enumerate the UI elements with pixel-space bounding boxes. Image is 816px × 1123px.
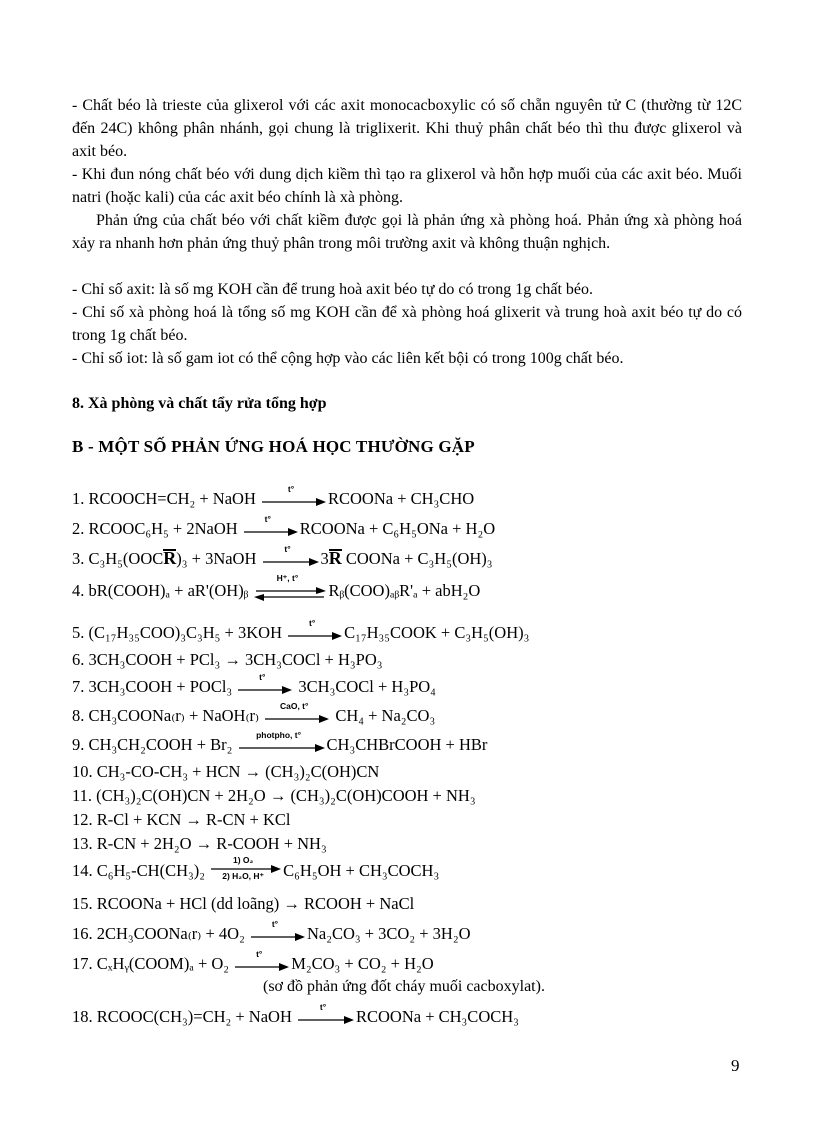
- reaction-7: 7. 3CH₃COOH + POCl₃ t° 3CH₃COCl + H₃PO₄: [72, 675, 436, 699]
- reaction-arrow: t°: [235, 955, 289, 975]
- paragraph-saponification-products: - Khi đun nóng chất béo với dung dịch kiềm thì tạo ra glixerol và hỗn hợp muối của các axit béo. Muối natri (hoặc kali) của các axit béo chính là xà phòng.: [72, 166, 742, 206]
- reaction-11: 11. (CH₃)₂C(OH)CN + 2H₂O → (CH₃)₂C(OH)COOH + NH₃: [72, 786, 476, 805]
- reaction-17-note: (sơ đồ phản ứng đốt cháy muối cacboxylat).: [263, 978, 545, 995]
- r-bar-symbol: R: [328, 548, 342, 568]
- reaction-8: 8. CH₃COONa₍r₎ + NaOH₍r₎ CaO, t° CH₄ + Na₂CO₃: [72, 704, 435, 728]
- paragraph-chat-beo-definition: - Chất béo là trieste của glixerol với các axit monocacboxylic có số chẵn nguyên tử C (thường từ 12C đến 24C) không phân nhánh, gọi chung là triglixerit. Khi thuỷ phân chất béo thì thu được glixerol và axit béo.: [72, 97, 742, 160]
- reaction-arrow: photpho, t°: [239, 736, 325, 756]
- reaction-arrow: CaO, t°: [265, 707, 329, 727]
- reaction-1: 1. RCOOCH=CH₂ + NaOH t° RCOONa + CH₃CHO: [72, 487, 474, 511]
- reaction-5: 5. (C₁₇H₃₅COO)₃C₃H₅ + 3KOH t° C₁₇H₃₅COOK + C₃H₅(OH)₃: [72, 621, 529, 645]
- reaction-3: 3. C₃H₅(OOC R)₃ + 3NaOH t° 3 R COONa + C₃H₅(OH)₃: [72, 546, 493, 571]
- paragraph-iodine-value: - Chỉ số iot: là số gam iot có thể cộng hợp vào các liên kết bội có trong 100g chất béo.: [72, 350, 624, 367]
- reaction-arrow: t°: [238, 678, 292, 698]
- reaction-13: 13. R-CN + 2H₂O → R-COOH + NH₃: [72, 834, 327, 853]
- reaction-18: 18. RCOOC(CH₃)=CH₂ + NaOH t° RCOONa + CH₃COCH₃: [72, 1005, 519, 1029]
- reaction-9: 9. CH₃CH₂COOH + Br₂ photpho, t° CH₃CHBrCOOH + HBr: [72, 733, 487, 757]
- reaction-15: 15. RCOONa + HCl (dd loãng) → RCOOH + NaCl: [72, 894, 415, 913]
- page-number: 9: [731, 1056, 740, 1075]
- reaction-arrow: t°: [251, 925, 305, 945]
- equilibrium-arrow: H⁺, t°: [254, 580, 326, 604]
- reaction-arrow: 1) O₂ 2) H₂O, H⁺: [211, 858, 281, 886]
- reaction-6: 6. 3CH₃COOH + PCl₃ → 3CH₃COCl + H₃PO₃: [72, 650, 383, 669]
- paragraph-acid-value: - Chỉ số axit: là số mg KOH cần để trung hoà axit béo tự do có trong 1g chất béo.: [72, 281, 594, 298]
- reaction-14: 14. C₆H₅-CH(CH₃)₂ 1) O₂ 2) H₂O, H⁺ C₆H₅OH + CH₃COCH₃: [72, 858, 439, 886]
- reaction-16: 16. 2CH₃COONa₍r₎ + 4O₂ t° Na₂CO₃ + 3CO₂ + 3H₂O: [72, 922, 471, 946]
- reaction-12: 12. R-Cl + KCN → R-CN + KCl: [72, 810, 291, 829]
- reaction-arrow: t°: [263, 550, 319, 570]
- section-8-heading: 8. Xà phòng và chất tẩy rửa tổng hợp: [72, 395, 327, 412]
- section-b-heading: B - MỘT SỐ PHẢN ỨNG HOÁ HỌC THƯỜNG GẶP: [72, 437, 475, 456]
- reaction-10: 10. CH₃-CO-CH₃ + HCN → (CH₃)₂C(OH)CN: [72, 762, 380, 781]
- reaction-4: 4. bR(COOH)ₐ + aR'(OH)ᵦ H⁺, t° Rᵦ(COO)ₐᵦR'ₐ + abH₂O: [72, 579, 480, 604]
- r-bar-symbol: R: [163, 548, 177, 568]
- reaction-2: 2. RCOOC₆H₅ + 2NaOH t° RCOONa + C₆H₅ONa + H₂O: [72, 517, 495, 541]
- reaction-arrow: t°: [288, 624, 342, 644]
- reaction-arrow: t°: [244, 520, 298, 540]
- paragraph-saponification-value: - Chỉ số xà phòng hoá là tổng số mg KOH cần để xà phòng hoá glixerit và trung hoà axit béo tự do có trong 1g chất béo.: [72, 304, 742, 344]
- reaction-17: 17. CₓHᵧ(COOM)ₐ + O₂ t° M₂CO₃ + CO₂ + H₂O: [72, 952, 434, 976]
- reaction-arrow: t°: [262, 490, 326, 510]
- paragraph-saponification-reaction: Phản ứng của chất béo với chất kiềm được gọi là phản ứng xà phòng hoá. Phản ứng xà phòng hoá xảy ra nhanh hơn phản ứng thuỷ phân trong môi trường axit và không thuận nghịch.: [72, 212, 742, 252]
- reaction-arrow: t°: [298, 1008, 354, 1028]
